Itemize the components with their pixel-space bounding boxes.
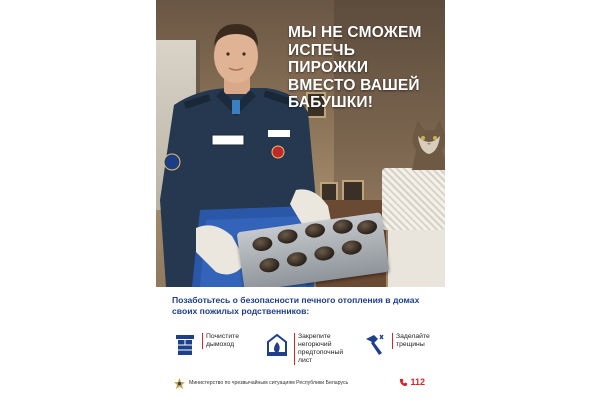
pie [313, 245, 335, 262]
lace-cloth [382, 168, 445, 230]
tip-fire-sheet [266, 331, 356, 364]
pie [341, 239, 363, 256]
emergency-phone [399, 377, 425, 387]
pie [277, 228, 299, 245]
fire-sheet-icon [266, 333, 288, 357]
chimney-icon [174, 333, 196, 357]
poster-photo [156, 0, 445, 287]
pie [259, 257, 281, 274]
tip-label: Заделайте трещины [392, 333, 436, 349]
tip-label: Почистите дымоход [202, 333, 248, 349]
tip-cracks [364, 331, 440, 361]
info-panel [156, 287, 445, 400]
pie [356, 219, 378, 236]
phone-number: 112 [410, 377, 425, 387]
poster [156, 0, 445, 400]
hammer-icon [364, 333, 386, 357]
pie [286, 251, 308, 268]
subtitle: Позаботьтесь о безопасности печного отопления в домах своих пожилых родственников: [172, 295, 420, 316]
tip-chimney [174, 331, 254, 361]
pie [304, 222, 326, 239]
pie [332, 218, 354, 235]
footer-ministry: Министерство по чрезвычайным ситуациям Республики Беларусь [189, 380, 349, 386]
tip-label: Закрепите негорючий предтопочный лист [294, 333, 350, 365]
headline: МЫ НЕ СМОЖЕМ ИСПЕЧЬ ПИРОЖКИ ВМЕСТО ВАШЕЙ БАБУШКИ! [288, 24, 422, 111]
emblem-icon [174, 378, 185, 389]
phone-icon [399, 378, 408, 387]
pie [252, 236, 274, 253]
cat-icon [408, 118, 445, 170]
